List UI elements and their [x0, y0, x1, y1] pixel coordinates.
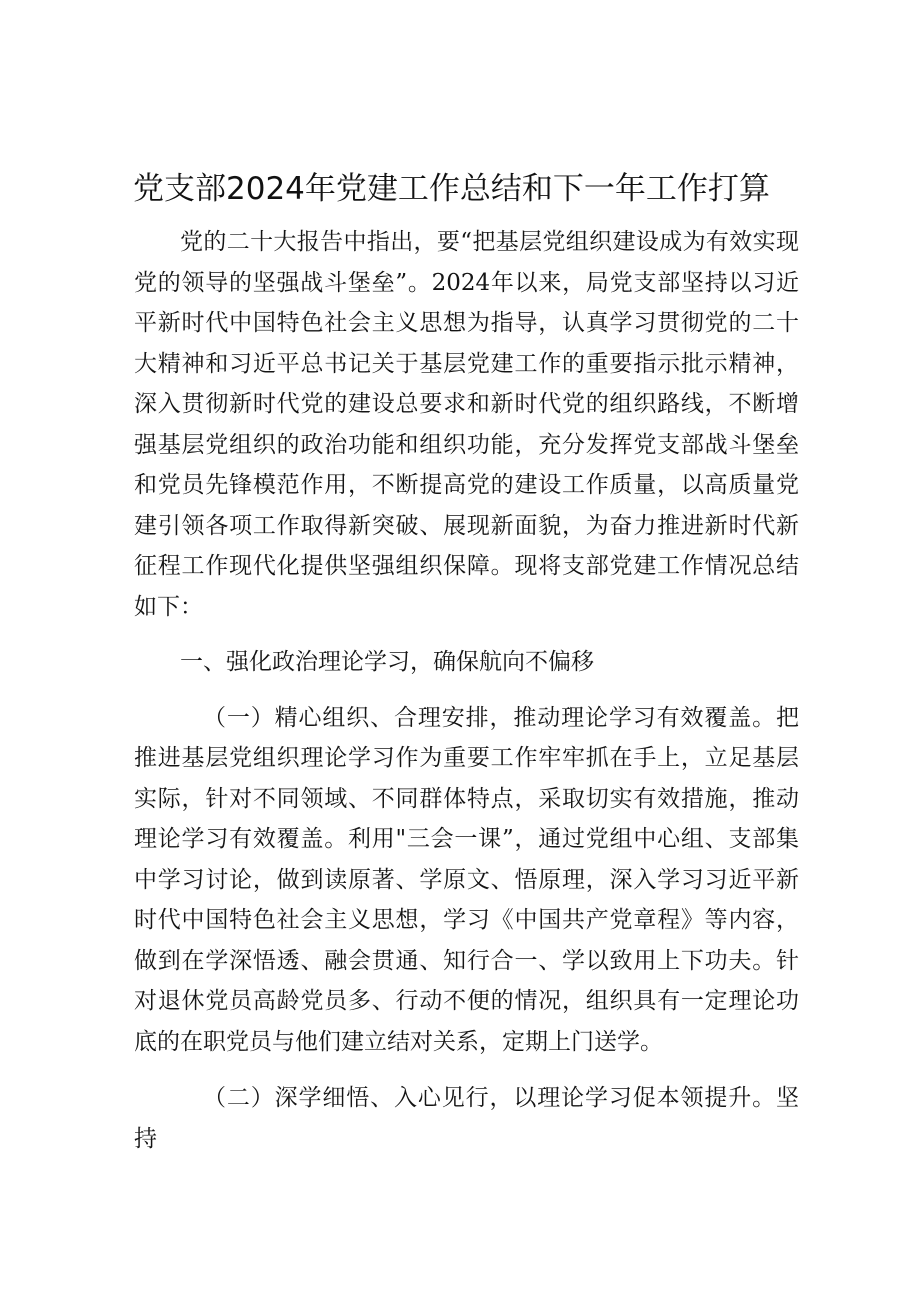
- subsection-paragraph-2: （二）深学细悟、入心见行，以理论学习促本领提升。坚持: [134, 1085, 799, 1152]
- subsection-paragraph-1: （一）精心组织、合理安排，推动理论学习有效覆盖。把推进基层党组织理论学习作为重要工作牢牢抓在手上，立足基层实际，针对不同领域、不同群体特点，采取切实有效措施，推动理论学习有效覆盖。利用"三会一课”，通过党组中心组、支部集中学习讨论，做到读原著、学原文、悟原理，深入学习习近平新时代中国特色社会主义思想，学习《中国共产党章程》等内容，做到在学深悟透、融会贯通、知行合一、学以致用上下功夫。针对退休党员高龄党员多、行动不便的情况，组织具有一定理论功底的在职党员与他们建立结对关系，定期上门送学。: [134, 704, 799, 1055]
- document-title: 党支部2024年党建工作总结和下一年工作打算: [133, 171, 770, 207]
- document-body: [134, 222, 799, 1159]
- section-heading-1: 一、强化政治理论学习，确保航向不偏移: [180, 649, 594, 675]
- intro-paragraph: 党的二十大报告中指出，要“把基层党组织建设成为有效实现党的领导的坚强战斗堡垒”。2024年以来，局党支部坚持以习近平新时代中国特色社会主义思想为指导，认真学习贯彻党的二十大精神和习近平总书记关于基层党建工作的重要指示批示精神，深入贯彻新时代党的建设总要求和新时代党的组织路线，不断增强基层党组织的政治功能和组织功能，充分发挥党支部战斗堡垒和党员先锋模范作用，不断提高党的建设工作质量，以高质量党建引领各项工作取得新突破、展现新面貌，为奋力推进新时代新征程工作现代化提供坚强组织保障。现将支部党建工作情况总结如下：: [134, 229, 799, 620]
